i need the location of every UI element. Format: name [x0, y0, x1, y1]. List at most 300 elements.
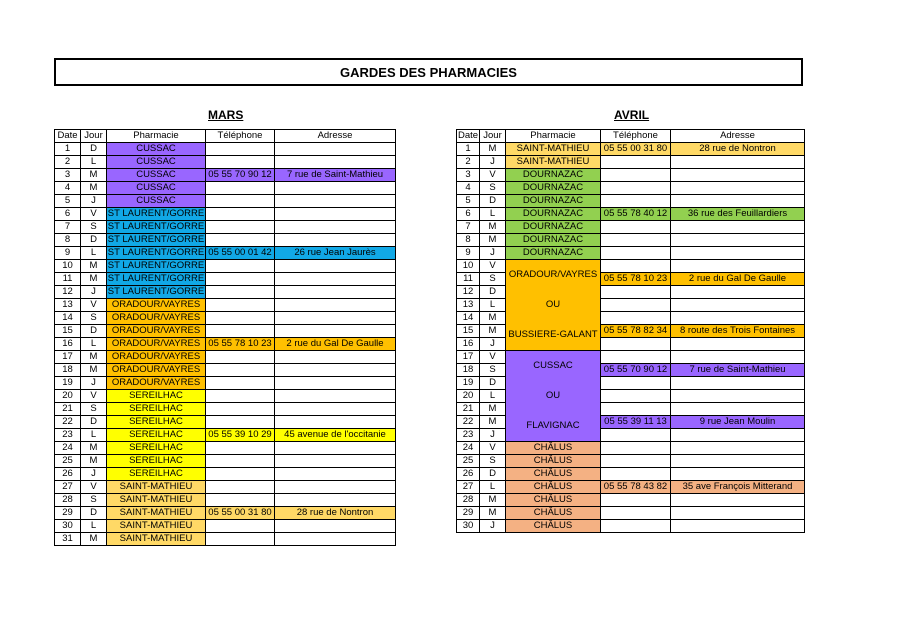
table-row — [457, 494, 805, 507]
date-cell: 19 — [55, 377, 81, 390]
adresse-cell — [671, 520, 805, 533]
telephone-cell: 05 55 00 31 80 — [206, 507, 275, 520]
table-row — [55, 338, 396, 351]
pharmacie-cell: CHÂLUS — [506, 494, 601, 507]
telephone-cell — [601, 442, 671, 455]
telephone-cell — [601, 312, 671, 325]
pharmacie-cell: DOURNAZAC — [506, 169, 601, 182]
telephone-cell — [206, 286, 275, 299]
telephone-cell: 05 55 78 10 23 — [206, 338, 275, 351]
adresse-cell — [671, 442, 805, 455]
adresse-cell — [275, 195, 396, 208]
date-cell: 11 — [457, 273, 480, 286]
date-cell: 2 — [55, 156, 81, 169]
adresse-cell — [275, 156, 396, 169]
date-cell: 14 — [457, 312, 480, 325]
date-cell: 27 — [55, 481, 81, 494]
adresse-cell — [671, 299, 805, 312]
telephone-cell: 05 55 70 90 12 — [206, 169, 275, 182]
table-row — [457, 169, 805, 182]
adresse-cell — [671, 221, 805, 234]
telephone-cell — [601, 299, 671, 312]
mars-header-row — [55, 130, 396, 143]
pharmacie-cell: CHÂLUS — [506, 455, 601, 468]
adresse-cell — [275, 234, 396, 247]
date-cell: 15 — [55, 325, 81, 338]
pharmacie-cell: ST LAURENT/GORRE — [107, 247, 205, 258]
table-row — [457, 234, 805, 247]
date-cell: 3 — [55, 169, 81, 182]
mars-table — [54, 129, 396, 546]
pharmacie-cell: CHÂLUS — [506, 520, 601, 533]
telephone-cell — [601, 494, 671, 507]
table-row — [55, 533, 396, 546]
date-cell: 24 — [55, 442, 81, 455]
adresse-cell — [275, 273, 396, 286]
date-cell: 24 — [457, 442, 480, 455]
table-row — [55, 312, 396, 325]
jour-cell: M — [81, 455, 107, 468]
table-row — [55, 390, 396, 403]
jour-cell: M — [480, 416, 506, 429]
pharmacie-option: CUSSAC — [533, 360, 573, 371]
header-jour: Jour — [81, 130, 107, 143]
telephone-cell — [206, 533, 275, 546]
jour-cell: M — [81, 442, 107, 455]
telephone-cell — [206, 390, 275, 403]
jour-cell: S — [480, 455, 506, 468]
table-row — [55, 403, 396, 416]
adresse-cell — [671, 182, 805, 195]
adresse-cell — [275, 143, 396, 156]
adresse-cell — [275, 286, 396, 299]
jour-cell: M — [480, 403, 506, 416]
jour-cell: L — [480, 208, 506, 221]
telephone-cell: 05 55 39 10 29 — [206, 429, 275, 442]
pharmacie-cell: SEREILHAC — [107, 455, 206, 468]
jour-cell: S — [81, 221, 107, 234]
table-row — [457, 455, 805, 468]
adresse-cell: 35 ave François Mitterand — [671, 481, 805, 494]
pharmacie-cell: DOURNAZAC — [506, 221, 601, 234]
telephone-cell — [206, 494, 275, 507]
adresse-cell — [275, 377, 396, 390]
date-cell: 7 — [55, 221, 81, 234]
pharmacie-cell: SAINT-MATHIEU — [107, 507, 206, 520]
header-date: Date — [55, 130, 81, 143]
table-row — [457, 208, 805, 221]
jour-cell: J — [480, 338, 506, 351]
adresse-cell — [671, 234, 805, 247]
header-telephone: Téléphone — [601, 130, 671, 143]
jour-cell: L — [81, 520, 107, 533]
date-cell: 28 — [55, 494, 81, 507]
adresse-cell: 7 rue de Saint-Mathieu — [671, 364, 805, 377]
adresse-cell: 2 rue du Gal De Gaulle — [671, 273, 805, 286]
adresse-cell — [275, 299, 396, 312]
table-row — [55, 455, 396, 468]
pharmacie-option: OU — [545, 390, 561, 401]
date-cell: 28 — [457, 494, 480, 507]
adresse-cell: 8 route des Trois Fontaines — [671, 325, 805, 338]
telephone-cell — [601, 195, 671, 208]
date-cell: 7 — [457, 221, 480, 234]
adresse-cell — [275, 416, 396, 429]
date-cell: 25 — [55, 455, 81, 468]
adresse-cell — [671, 338, 805, 351]
jour-cell: J — [81, 195, 107, 208]
header-jour: Jour — [480, 130, 506, 143]
table-row — [55, 195, 396, 208]
date-cell: 30 — [457, 520, 480, 533]
pharmacie-cell: ST LAURENT/GORRE — [107, 273, 205, 284]
adresse-cell — [275, 390, 396, 403]
jour-cell: M — [480, 325, 506, 338]
jour-cell: J — [81, 286, 107, 299]
telephone-cell: 05 55 70 90 12 — [601, 364, 671, 377]
jour-cell: S — [480, 364, 506, 377]
pharmacie-cell: ORADOUR/VAYRES — [107, 299, 206, 312]
adresse-cell: 36 rue des Feuillardiers — [671, 208, 805, 221]
avril-table — [456, 129, 805, 533]
pharmacie-cell: DOURNAZAC — [506, 195, 601, 208]
pharmacie-cell: SAINT-MATHIEU — [107, 520, 206, 533]
pharmacie-cell: ST LAURENT/GORRE — [107, 286, 205, 297]
table-row — [55, 273, 396, 286]
mars-title: MARS — [208, 108, 244, 122]
avril-header-row — [457, 130, 805, 143]
adresse-cell — [275, 312, 396, 325]
date-cell: 30 — [55, 520, 81, 533]
table-row — [55, 468, 396, 481]
table-row — [457, 442, 805, 455]
jour-cell: J — [81, 468, 107, 481]
telephone-cell — [601, 221, 671, 234]
pharmacie-cell: CUSSAC — [107, 169, 206, 182]
date-cell: 4 — [55, 182, 81, 195]
adresse-cell — [671, 156, 805, 169]
telephone-cell — [206, 143, 275, 156]
date-cell: 26 — [457, 468, 480, 481]
table-row — [55, 208, 396, 221]
adresse-cell — [275, 442, 396, 455]
jour-cell: J — [480, 156, 506, 169]
date-cell: 4 — [457, 182, 480, 195]
telephone-cell — [206, 182, 275, 195]
date-cell: 16 — [55, 338, 81, 351]
jour-cell: D — [81, 507, 107, 520]
table-row — [457, 247, 805, 260]
adresse-cell — [671, 455, 805, 468]
date-cell: 1 — [457, 143, 480, 156]
date-cell: 19 — [457, 377, 480, 390]
telephone-cell — [206, 156, 275, 169]
adresse-cell — [275, 468, 396, 481]
pharmacie-cell: ORADOUR/VAYRES — [107, 325, 206, 338]
adresse-cell — [671, 429, 805, 442]
date-cell: 9 — [55, 247, 81, 260]
telephone-cell — [206, 273, 275, 286]
jour-cell: J — [480, 520, 506, 533]
header-telephone: Téléphone — [206, 130, 275, 143]
jour-cell: M — [81, 364, 107, 377]
jour-cell: M — [81, 273, 107, 286]
header-adresse: Adresse — [275, 130, 396, 143]
jour-cell: L — [81, 338, 107, 351]
jour-cell: L — [81, 156, 107, 169]
telephone-cell — [206, 468, 275, 481]
date-cell: 31 — [55, 533, 81, 546]
telephone-cell — [206, 377, 275, 390]
pharmacie-cell: ST LAURENT/GORRE — [107, 208, 205, 219]
jour-cell: J — [480, 247, 506, 260]
date-cell: 8 — [55, 234, 81, 247]
date-cell: 13 — [457, 299, 480, 312]
telephone-cell — [206, 195, 275, 208]
adresse-cell — [671, 351, 805, 364]
date-cell: 6 — [457, 208, 480, 221]
pharmacie-cell: ORADOUR/VAYRES — [107, 312, 206, 325]
adresse-cell — [275, 208, 396, 221]
table-row — [55, 364, 396, 377]
table-row — [55, 247, 396, 260]
jour-cell: S — [81, 403, 107, 416]
pharmacie-cell: ST LAURENT/GORRE — [107, 234, 205, 245]
adresse-cell — [275, 364, 396, 377]
date-cell: 8 — [457, 234, 480, 247]
pharmacie-cell: ST LAURENT/GORRE — [107, 260, 205, 271]
table-row — [457, 468, 805, 481]
telephone-cell: 05 55 78 10 23 — [601, 273, 671, 286]
pharmacie-cell: SEREILHAC — [107, 403, 206, 416]
adresse-cell — [671, 195, 805, 208]
date-cell: 5 — [55, 195, 81, 208]
jour-cell: M — [81, 533, 107, 546]
date-cell: 6 — [55, 208, 81, 221]
table-row — [457, 156, 805, 169]
pharmacie-cell: CUSSAC — [107, 195, 206, 208]
pharmacie-cell: ST LAURENT/GORRE — [107, 221, 205, 232]
date-cell: 20 — [457, 390, 480, 403]
adresse-cell — [275, 533, 396, 546]
pharmacie-merged-cell — [506, 260, 601, 351]
jour-cell: S — [81, 494, 107, 507]
table-row — [55, 442, 396, 455]
table-row — [457, 507, 805, 520]
table-row — [55, 507, 396, 520]
pharmacie-cell: DOURNAZAC — [506, 247, 601, 260]
pharmacie-cell: ORADOUR/VAYRES — [107, 364, 206, 377]
telephone-cell — [601, 390, 671, 403]
date-cell: 21 — [457, 403, 480, 416]
jour-cell: M — [480, 234, 506, 247]
header-pharmacie: Pharmacie — [506, 130, 601, 143]
jour-cell: J — [81, 377, 107, 390]
telephone-cell: 05 55 78 43 82 — [601, 481, 671, 494]
table-row — [457, 221, 805, 234]
adresse-cell — [671, 468, 805, 481]
telephone-cell — [601, 234, 671, 247]
date-cell: 2 — [457, 156, 480, 169]
telephone-cell — [601, 182, 671, 195]
telephone-cell — [601, 520, 671, 533]
table-row — [457, 195, 805, 208]
table-row — [55, 286, 396, 299]
pharmacie-option: FLAVIGNAC — [526, 420, 580, 431]
telephone-cell — [601, 286, 671, 299]
telephone-cell — [206, 364, 275, 377]
adresse-cell — [275, 221, 396, 234]
pharmacie-cell: CHÂLUS — [506, 442, 601, 455]
adresse-cell — [671, 260, 805, 273]
pharmacie-cell: ORADOUR/VAYRES — [107, 351, 206, 364]
adresse-cell — [275, 481, 396, 494]
adresse-cell — [671, 507, 805, 520]
pharmacie-cell: DOURNAZAC — [506, 208, 601, 221]
adresse-cell — [275, 403, 396, 416]
date-cell: 26 — [55, 468, 81, 481]
table-row — [55, 325, 396, 338]
telephone-cell: 05 55 00 01 42 — [206, 247, 275, 260]
date-cell: 10 — [457, 260, 480, 273]
date-cell: 17 — [55, 351, 81, 364]
adresse-cell — [275, 260, 396, 273]
adresse-cell: 7 rue de Saint-Mathieu — [275, 169, 396, 182]
jour-cell: S — [480, 182, 506, 195]
adresse-cell — [671, 494, 805, 507]
jour-cell: D — [480, 377, 506, 390]
table-row — [457, 143, 805, 156]
pharmacie-cell: CHÂLUS — [506, 468, 601, 481]
date-cell: 14 — [55, 312, 81, 325]
table-row — [55, 299, 396, 312]
date-cell: 17 — [457, 351, 480, 364]
table-row — [55, 377, 396, 390]
telephone-cell — [601, 247, 671, 260]
telephone-cell: 05 55 78 82 34 — [601, 325, 671, 338]
telephone-cell — [206, 416, 275, 429]
date-cell: 5 — [457, 195, 480, 208]
adresse-cell — [275, 455, 396, 468]
pharmacie-cell: SAINT-MATHIEU — [107, 494, 206, 507]
jour-cell: J — [480, 429, 506, 442]
pharmacie-cell: CUSSAC — [107, 182, 206, 195]
date-cell: 1 — [55, 143, 81, 156]
jour-cell: V — [480, 260, 506, 273]
jour-cell: M — [81, 169, 107, 182]
telephone-cell — [601, 455, 671, 468]
table-row — [55, 429, 396, 442]
telephone-cell — [206, 455, 275, 468]
table-row — [55, 494, 396, 507]
date-cell: 15 — [457, 325, 480, 338]
jour-cell: V — [81, 481, 107, 494]
jour-cell: V — [480, 351, 506, 364]
header-adresse: Adresse — [671, 130, 805, 143]
date-cell: 27 — [457, 481, 480, 494]
jour-cell: L — [81, 429, 107, 442]
date-cell: 18 — [55, 364, 81, 377]
jour-cell: M — [480, 494, 506, 507]
avril-title: AVRIL — [614, 108, 650, 122]
date-cell: 25 — [457, 455, 480, 468]
adresse-cell: 26 rue Jean Jaurès — [275, 247, 396, 260]
adresse-cell: 2 rue du Gal De Gaulle — [275, 338, 396, 351]
telephone-cell — [206, 221, 275, 234]
date-cell: 23 — [457, 429, 480, 442]
table-row — [457, 351, 805, 364]
jour-cell: D — [480, 195, 506, 208]
pharmacie-cell: CHÂLUS — [506, 507, 601, 520]
jour-cell: V — [81, 208, 107, 221]
pharmacie-cell: SEREILHAC — [107, 442, 206, 455]
jour-cell: S — [81, 312, 107, 325]
adresse-cell — [275, 520, 396, 533]
telephone-cell — [601, 169, 671, 182]
date-cell: 22 — [55, 416, 81, 429]
pharmacie-option: ORADOUR/VAYRES — [508, 269, 598, 280]
jour-cell: V — [81, 299, 107, 312]
table-row — [55, 416, 396, 429]
telephone-cell: 05 55 00 31 80 — [601, 143, 671, 156]
date-cell: 3 — [457, 169, 480, 182]
telephone-cell — [206, 208, 275, 221]
table-row — [55, 234, 396, 247]
date-cell: 12 — [55, 286, 81, 299]
jour-cell: L — [480, 299, 506, 312]
adresse-cell — [671, 377, 805, 390]
jour-cell: V — [81, 390, 107, 403]
pharmacie-cell: CUSSAC — [107, 143, 206, 156]
table-row — [457, 481, 805, 494]
header-pharmacie: Pharmacie — [107, 130, 206, 143]
telephone-cell — [206, 234, 275, 247]
jour-cell: M — [480, 221, 506, 234]
adresse-cell — [275, 494, 396, 507]
table-row — [457, 520, 805, 533]
telephone-cell — [601, 338, 671, 351]
pharmacie-cell: SAINT-MATHIEU — [506, 143, 601, 156]
jour-cell: M — [480, 312, 506, 325]
page-title: GARDES DES PHARMACIES — [54, 58, 803, 86]
jour-cell: M — [480, 143, 506, 156]
telephone-cell: 05 55 39 11 13 — [601, 416, 671, 429]
telephone-cell — [206, 312, 275, 325]
pharmacie-cell: SAINT-MATHIEU — [107, 533, 206, 546]
adresse-cell: 45 avenue de l'occitanie — [275, 429, 396, 442]
jour-cell: D — [480, 468, 506, 481]
pharmacie-cell: ORADOUR/VAYRES — [107, 377, 206, 390]
telephone-cell — [601, 377, 671, 390]
telephone-cell — [206, 442, 275, 455]
adresse-cell: 28 rue de Nontron — [275, 507, 396, 520]
date-cell: 18 — [457, 364, 480, 377]
date-cell: 21 — [55, 403, 81, 416]
telephone-cell: 05 55 78 40 12 — [601, 208, 671, 221]
table-row — [55, 481, 396, 494]
adresse-cell — [671, 390, 805, 403]
telephone-cell — [601, 429, 671, 442]
date-cell: 29 — [55, 507, 81, 520]
pharmacie-cell: SAINT-MATHIEU — [107, 481, 206, 494]
telephone-cell — [601, 156, 671, 169]
telephone-cell — [601, 468, 671, 481]
telephone-cell — [206, 351, 275, 364]
pharmacie-cell: SAINT-MATHIEU — [506, 156, 601, 169]
jour-cell: M — [81, 260, 107, 273]
table-row — [55, 221, 396, 234]
date-cell: 20 — [55, 390, 81, 403]
